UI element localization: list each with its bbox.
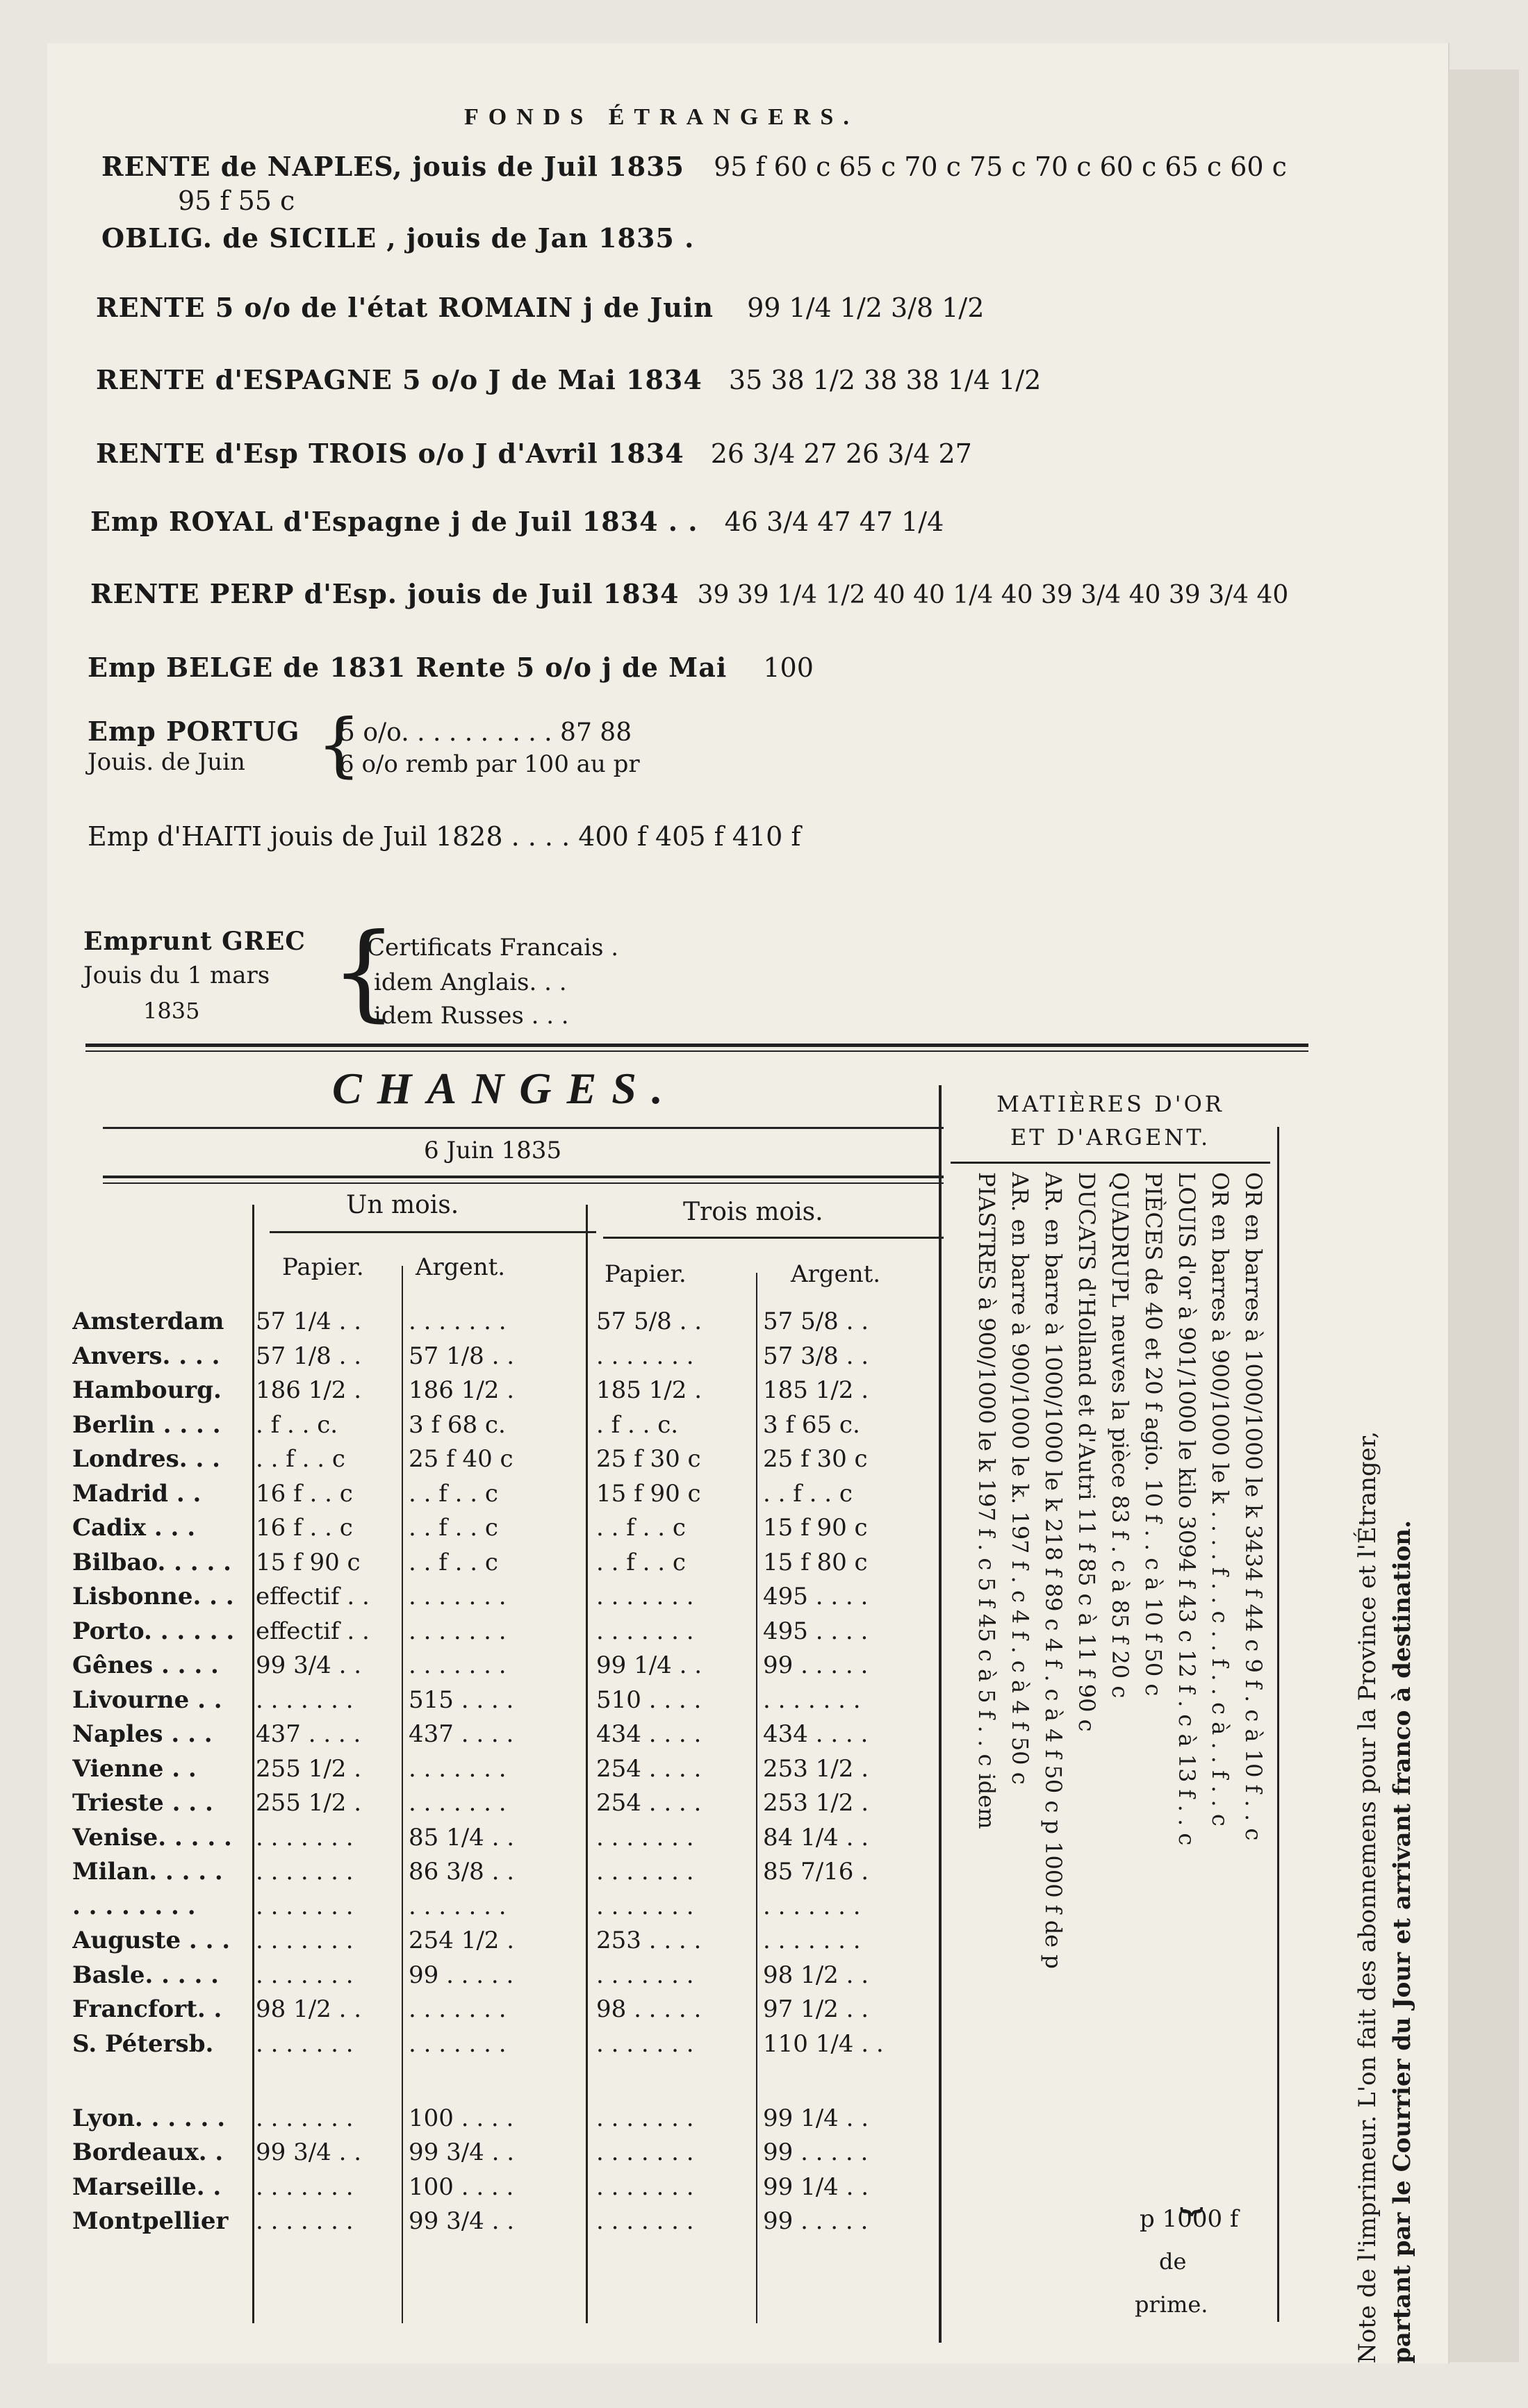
- papier-header-1: Papier.: [282, 1253, 364, 1281]
- rate-cell: 86 3/8 . .: [409, 1858, 515, 1886]
- rate-cell: 3 f 68 c.: [409, 1410, 506, 1439]
- rate-cell: . . . . . . .: [596, 2029, 694, 2058]
- city-name: Anvers. . . .: [72, 1342, 220, 1370]
- rate-cell: . . . . . . .: [596, 1892, 694, 1920]
- portug-row2: 6 o/o remb par 100 au pr: [339, 750, 640, 778]
- city-name: Vienne . .: [72, 1754, 197, 1783]
- rate-cell: . . f . . c: [596, 1514, 686, 1542]
- rate-cell: 515 . . . .: [409, 1685, 514, 1714]
- rate-cell: 99 . . . . .: [763, 1651, 869, 1679]
- rate-cell: 25 f 30 c: [763, 1445, 868, 1473]
- section-rule: [85, 1044, 1308, 1047]
- city-name: Trieste . . .: [72, 1789, 213, 1817]
- rate-cell: 3 f 65 c.: [763, 1410, 860, 1439]
- rate-cell: 57 1/4 . .: [256, 1308, 362, 1335]
- fonds-line-espagne: [96, 364, 1041, 395]
- rate-cell: 97 1/2 . .: [763, 1995, 869, 2023]
- changes-rule: [103, 1182, 944, 1184]
- rate-cell: 99 . . . . .: [763, 2138, 869, 2166]
- city-name: Naples . . .: [72, 1720, 213, 1748]
- matieres-row: OR en barres à 1000/1000 le k 3434 f 44 c 9 f . c à 10 f . . c: [1240, 1172, 1267, 1841]
- rate-cell: 255 1/2 .: [256, 1754, 362, 1783]
- city-name: Hambourg.: [72, 1376, 222, 1404]
- rate-cell: . . . . . . .: [763, 1927, 861, 1954]
- rate-cell: 99 3/4 . .: [256, 2138, 362, 2166]
- rate-cell: 98 1/2 . .: [256, 1995, 362, 2023]
- rate-cell: 16 f . . c: [256, 1479, 353, 1508]
- rate-cell: 186 1/2 .: [409, 1376, 515, 1404]
- fonds-label: Emp BELGE de 1831 Rente 5 o/o j de Mai: [88, 652, 728, 683]
- fonds-line-royal: [90, 506, 944, 537]
- rate-cell: . . . . . . .: [256, 1892, 354, 1920]
- fonds-title: FONDS ÉTRANGERS.: [464, 104, 859, 130]
- rate-cell: . . . . . . .: [596, 1342, 694, 1370]
- column-rule: [402, 1266, 403, 2323]
- fonds-label: RENTE d'ESPAGNE 5 o/o J de Mai 1834: [96, 364, 703, 395]
- fonds-line-esp-trois: [96, 438, 972, 469]
- rate-cell: . . . . . . .: [409, 1583, 507, 1610]
- grec-label2: Jouis du 1 mars: [83, 962, 270, 989]
- rate-cell: 57 5/8 . .: [596, 1308, 703, 1335]
- rate-cell: 84 1/4 . .: [763, 1823, 869, 1852]
- rate-cell: . . . . . . .: [763, 1892, 861, 1920]
- fonds-line-haiti: Emp d'HAITI jouis de Juil 1828 . . . . 400 f 405 f 410 f: [88, 821, 801, 852]
- rate-cell: . . . . . . .: [409, 1892, 507, 1920]
- changes-rule: [103, 1127, 944, 1129]
- city-name: Berlin . . . .: [72, 1410, 221, 1439]
- rate-cell: 185 1/2 .: [596, 1376, 703, 1404]
- rate-cell: . . . . . . .: [596, 1583, 694, 1610]
- matieres-row: PIASTRES à 900/1000 le k 197 f . c 5 f 45 c à 5 f . . c idem: [974, 1172, 1000, 1829]
- header-rule: [270, 1231, 596, 1233]
- rate-cell: . . . . . . .: [763, 1685, 861, 1714]
- rate-cell: . . . . . . .: [596, 1961, 694, 1989]
- rate-cell: 15 f 90 c: [256, 1548, 361, 1576]
- city-name: Montpellier: [72, 2207, 229, 2235]
- column-rule: [586, 1205, 588, 2323]
- side-note-line-2: partant par le Courrier du Jour et arrivant franco à destination.: [1388, 1520, 1416, 2364]
- fonds-label: RENTE d'Esp TROIS o/o J d'Avril 1834: [96, 438, 684, 469]
- city-name: Auguste . . .: [72, 1927, 231, 1954]
- section-rule: [85, 1050, 1308, 1052]
- rate-cell: . . . . . . .: [409, 1651, 507, 1679]
- fonds-label: RENTE de NAPLES, jouis de Juil 1835: [101, 151, 684, 182]
- rate-cell: effectif . .: [256, 1617, 370, 1645]
- rate-cell: . . . . . . .: [256, 1961, 354, 1989]
- rate-cell: . . . . . . .: [596, 1858, 694, 1886]
- rate-cell: . . . . . . .: [256, 2172, 354, 2201]
- argent-header-1: Argent.: [416, 1253, 506, 1281]
- rate-cell: . . . . . . .: [596, 1617, 694, 1645]
- rate-cell: 57 1/8 . .: [409, 1342, 515, 1370]
- fonds-line-naples-cont: 95 f 55 c: [178, 185, 295, 216]
- page-spine: [1449, 69, 1519, 2362]
- grec-label3: 1835: [143, 998, 200, 1024]
- rate-cell: . . . . . . .: [256, 2029, 354, 2058]
- city-name: Gênes . . . .: [72, 1651, 219, 1679]
- matieres-footer-1: p 1000 f: [1140, 2205, 1239, 2233]
- rate-cell: 99 3/4 . .: [256, 1651, 362, 1679]
- matieres-title-1: MATIÈRES D'OR: [996, 1091, 1224, 1117]
- city-name: Lisbonne. . .: [72, 1583, 234, 1610]
- city-name: Porto. . . . . .: [72, 1617, 235, 1645]
- fonds-label: RENTE PERP d'Esp. jouis de Juil 1834: [90, 578, 680, 609]
- matieres-row: DUCATS d'Holland et d'Autri 11 f 85 c à 11 f 90 c: [1074, 1172, 1100, 1732]
- rate-cell: 100 . . . .: [409, 2104, 514, 2132]
- rate-cell: 98 . . . . .: [596, 1995, 702, 2023]
- matieres-row: PIÈCES de 40 et 20 f agio. 10 f . . c à 10 f 50 c: [1140, 1172, 1167, 1697]
- rate-cell: . . f . . c: [596, 1548, 686, 1576]
- rate-cell: 25 f 30 c: [596, 1445, 701, 1473]
- trois-mois-header: Trois mois.: [683, 1198, 823, 1226]
- rate-cell: . . . . . . .: [596, 2172, 694, 2201]
- matieres-row: LOUIS d'or à 901/1000 le kilo 3094 f 43 c 12 f . c à 13 f . . c: [1174, 1172, 1200, 1846]
- rate-cell: 99 3/4 . .: [409, 2207, 515, 2235]
- rate-cell: 15 f 90 c: [763, 1514, 868, 1542]
- city-name: Bilbao. . . . .: [72, 1548, 231, 1576]
- rate-cell: . . . . . . .: [256, 2207, 354, 2235]
- rate-cell: 254 . . . .: [596, 1789, 702, 1817]
- grec-brace: {: [331, 912, 397, 1032]
- fonds-line-naples: [101, 151, 1287, 182]
- rate-cell: 98 1/2 . .: [763, 1961, 869, 1989]
- rate-cell: 57 3/8 . .: [763, 1342, 869, 1370]
- rate-cell: 100 . . . .: [409, 2172, 514, 2201]
- rate-cell: 254 1/2 .: [409, 1927, 515, 1954]
- rate-cell: . f . . c.: [256, 1410, 338, 1439]
- rate-cell: 253 . . . .: [596, 1927, 702, 1954]
- city-name: Venise. . . . .: [72, 1823, 232, 1852]
- rate-cell: 57 5/8 . .: [763, 1308, 869, 1335]
- rate-cell: 434 . . . .: [763, 1720, 869, 1748]
- rate-cell: 185 1/2 .: [763, 1376, 869, 1404]
- rate-cell: 186 1/2 .: [256, 1376, 362, 1404]
- matieres-row: AR. en barre à 1000/1000 le k 218 f 89 c 4 f . c à 4 f 50 c p 1000 f de p: [1040, 1172, 1067, 1969]
- matieres-rule-right: [1277, 1127, 1279, 2322]
- fonds-values: 100: [763, 652, 814, 683]
- rate-cell: 57 1/8 . .: [256, 1342, 362, 1370]
- city-name: Lyon. . . . . .: [72, 2104, 226, 2132]
- rate-cell: 495 . . . .: [763, 1617, 869, 1645]
- rate-cell: 437 . . . .: [256, 1720, 361, 1748]
- city-name: Marseille. .: [72, 2172, 222, 2201]
- rate-cell: . f . . c.: [596, 1410, 679, 1439]
- papier-header-3: Papier.: [605, 1260, 687, 1288]
- rate-cell: . . f . . c: [763, 1479, 853, 1508]
- rate-cell: . . f . . c: [409, 1514, 498, 1542]
- rate-cell: 99 1/4 . .: [763, 2172, 869, 2201]
- matieres-title-rule: [951, 1162, 1270, 1164]
- rate-cell: 99 . . . . .: [763, 2207, 869, 2235]
- rate-cell: . . . . . . .: [596, 2138, 694, 2166]
- rate-cell: . . . . . . .: [596, 1823, 694, 1852]
- column-rule: [756, 1273, 757, 2323]
- fonds-label: RENTE 5 o/o de l'état ROMAIN j de Juin: [96, 292, 714, 323]
- changes-date: 6 Juin 1835: [424, 1137, 562, 1164]
- fonds-line-sicile: OBLIG. de SICILE , jouis de Jan 1835 .: [101, 222, 695, 254]
- portug-label2: Jouis. de Juin: [88, 748, 245, 776]
- rate-cell: . . . . . . .: [256, 1927, 354, 1954]
- rate-cell: . . . . . . .: [409, 1308, 507, 1335]
- rate-cell: . . . . . . .: [409, 1754, 507, 1783]
- rate-cell: 99 1/4 . .: [596, 1651, 703, 1679]
- rate-cell: . . . . . . .: [596, 2104, 694, 2132]
- fonds-label: Emp ROYAL d'Espagne j de Juil 1834 . .: [90, 506, 698, 537]
- rate-cell: 99 . . . . .: [409, 1961, 514, 1989]
- city-name: Bordeaux. .: [72, 2138, 224, 2166]
- city-name: Londres. . .: [72, 1445, 220, 1473]
- rate-cell: 99 3/4 . .: [409, 2138, 515, 2166]
- fonds-values: 95 f 60 c 65 c 70 c 75 c 70 c 60 c 65 c 60 c: [714, 151, 1287, 182]
- city-name: Amsterdam: [72, 1308, 224, 1335]
- rate-cell: 437 . . . .: [409, 1720, 514, 1748]
- rate-cell: . . . . . . .: [256, 2104, 354, 2132]
- rate-cell: . . . . . . .: [409, 1789, 507, 1817]
- rate-cell: 255 1/2 .: [256, 1789, 362, 1817]
- fonds-line-romain: [96, 292, 984, 323]
- rate-cell: 253 1/2 .: [763, 1754, 869, 1783]
- rate-cell: . . . . . . .: [256, 1858, 354, 1886]
- city-name: Francfort. .: [72, 1995, 222, 2023]
- changes-rule: [103, 1176, 944, 1178]
- rate-cell: 15 f 90 c: [596, 1479, 701, 1508]
- changes-title: CHANGES.: [332, 1064, 678, 1113]
- rate-cell: . . f . . c: [256, 1445, 345, 1473]
- rate-cell: 254 . . . .: [596, 1754, 702, 1783]
- rate-cell: . . . . . . .: [409, 2029, 507, 2058]
- rate-cell: 15 f 80 c: [763, 1548, 868, 1576]
- matieres-brace: ⏟: [1180, 2169, 1203, 2214]
- portug-label1: Emp PORTUG: [88, 716, 300, 747]
- rate-cell: . . f . . c: [409, 1479, 498, 1508]
- matieres-footer-2: de: [1159, 2248, 1187, 2275]
- argent-header-3: Argent.: [791, 1260, 881, 1288]
- rate-cell: 110 1/4 . .: [763, 2029, 884, 2058]
- fonds-values: 99 1/4 1/2 3/8 1/2: [747, 292, 985, 323]
- city-name: Madrid . .: [72, 1479, 202, 1508]
- side-note-line-1: Note de l'imprimeur. L'on fait des abonnemens pour la Province et l'Étranger,: [1354, 1430, 1381, 2364]
- rate-cell: 16 f . . c: [256, 1514, 353, 1542]
- matieres-row: OR en barres à 900/1000 le k . . . . f . . c . . f . . c à . . f . . c: [1207, 1172, 1233, 1826]
- matieres-row: AR. en barre à 900/1000 le k. 197 f . c 4 f . c à 4 f 50 c: [1007, 1172, 1033, 1785]
- rate-cell: 85 7/16 .: [763, 1858, 869, 1886]
- grec-item: idem Anglais. . .: [374, 968, 567, 996]
- fonds-values: 26 3/4 27 26 3/4 27: [710, 438, 972, 469]
- rate-cell: 25 f 40 c: [409, 1445, 514, 1473]
- grec-item: idem Russes . . .: [374, 1002, 569, 1030]
- city-name: Cadix . . .: [72, 1514, 196, 1542]
- rate-cell: . . . . . . .: [256, 1823, 354, 1852]
- grec-label1: Emprunt GREC: [83, 927, 306, 956]
- fonds-line-perp: [90, 578, 1288, 609]
- city-name: . . . . . . . .: [72, 1892, 196, 1920]
- fonds-line-belge: [88, 652, 814, 683]
- matieres-row: QUADRUPL neuves la pièce 83 f . c à 85 f 20 c: [1107, 1172, 1133, 1699]
- rate-cell: . . f . . c: [409, 1548, 498, 1576]
- matieres-title-2: ET D'ARGENT.: [1010, 1124, 1211, 1151]
- city-name: S. Pétersb.: [72, 2029, 214, 2058]
- fonds-values: 46 3/4 47 47 1/4: [724, 506, 944, 537]
- rate-cell: 253 1/2 .: [763, 1789, 869, 1817]
- rate-cell: . . . . . . .: [596, 2207, 694, 2235]
- fonds-values: 39 39 1/4 1/2 40 40 1/4 40 39 3/4 40 39 3/4 40: [697, 581, 1289, 609]
- rate-cell: . . . . . . .: [409, 1995, 507, 2023]
- rate-cell: . . . . . . .: [409, 1617, 507, 1645]
- rate-cell: 99 1/4 . .: [763, 2104, 869, 2132]
- fonds-values: 35 38 1/2 38 38 1/4 1/2: [728, 365, 1042, 395]
- city-name: Basle. . . . .: [72, 1961, 219, 1989]
- rate-cell: 85 1/4 . .: [409, 1823, 515, 1852]
- header-rule: [603, 1237, 944, 1239]
- matieres-rule-left: [939, 1085, 942, 2343]
- rate-cell: . . . . . . .: [256, 1685, 354, 1714]
- rate-cell: 510 . . . .: [596, 1685, 702, 1714]
- un-mois-header: Un mois.: [346, 1191, 459, 1219]
- rate-cell: effectif . .: [256, 1583, 370, 1610]
- city-name: Livourne . .: [72, 1685, 222, 1714]
- rate-cell: 434 . . . .: [596, 1720, 702, 1748]
- rate-cell: 495 . . . .: [763, 1583, 869, 1610]
- grec-item: Certificats Francais .: [367, 934, 619, 962]
- city-name: Milan. . . . .: [72, 1858, 223, 1886]
- portug-brace: {: [317, 704, 361, 785]
- matieres-footer-3: prime.: [1135, 2291, 1208, 2318]
- newspaper-page: [47, 43, 1448, 2364]
- portug-row1: 5 o/o. . . . . . . . . . 87 88: [339, 718, 632, 747]
